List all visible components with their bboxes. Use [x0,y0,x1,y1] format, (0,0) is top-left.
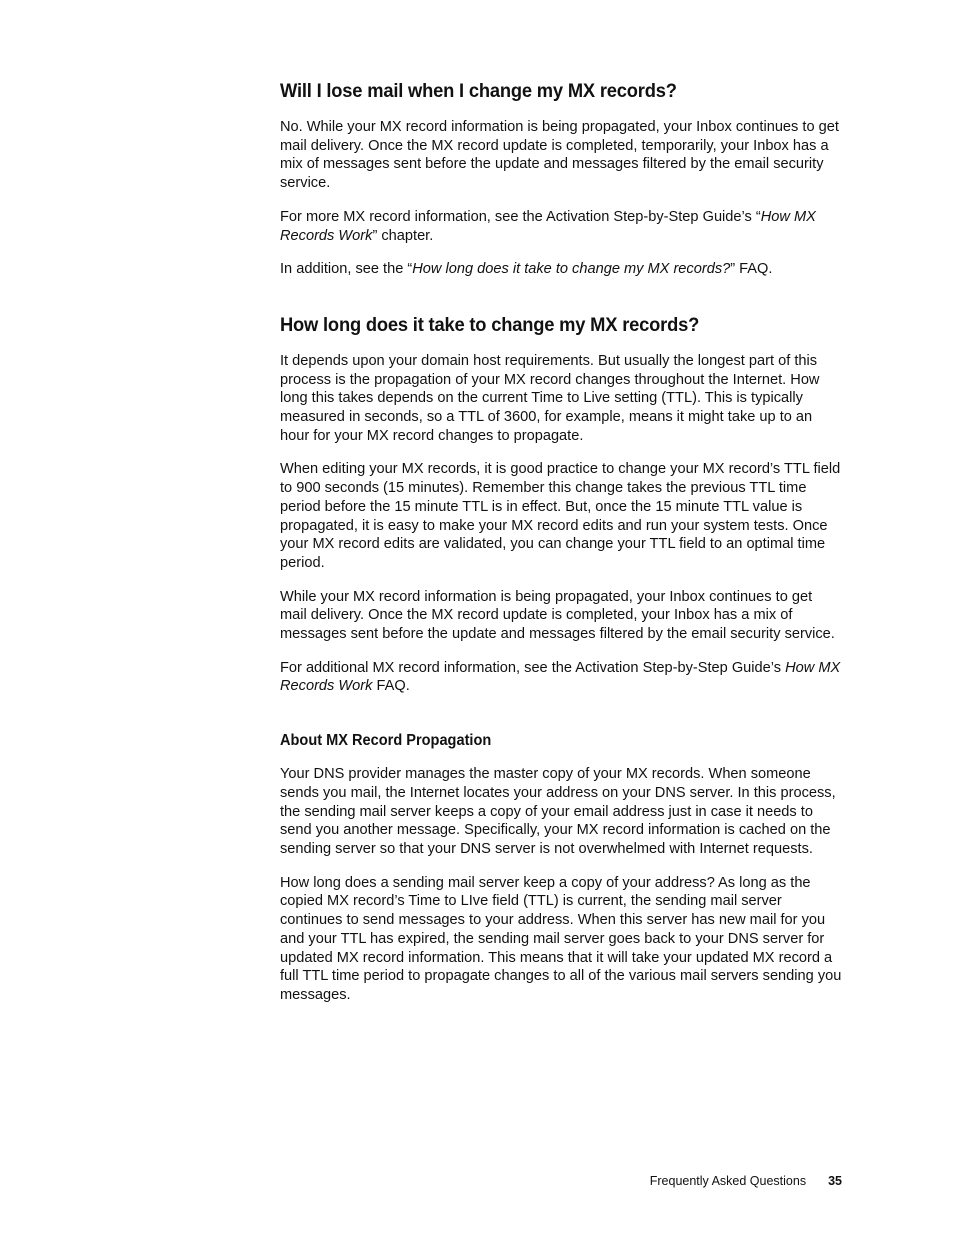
guide-reference: How MX Records Work [280,659,841,695]
mx-propagation-section [280,730,842,1004]
faq-change-duration-section [280,312,842,696]
paragraph: In addition, see the “How long does it take to change my MX records?” FAQ. [280,261,773,278]
faq-lose-mail-section [280,78,842,279]
page-number: 35 [828,1174,842,1188]
paragraph: When editing your MX records, it is good practice to change your MX record’s TTL field to 900 seconds (15 minutes). Remember this change takes the previous TTL time period before the 15 minute TTL is in effect. But, once the 15 minute TTL value is propagated, it is easy to make your MX record edits and run your system tests. Once your MX record edits are validated, you can change your TTL field to an optimal time period. [280,461,841,571]
paragraph: For more MX record information, see the Activation Step-by-Step Guide’s “How MX Records Work” chapter. [280,208,816,244]
paragraph: For additional MX record information, see the Activation Step-by-Step Guide’s How MX Records Work FAQ. [280,659,841,695]
faq-reference: How long does it take to change my MX records? [412,261,731,278]
page-footer [600,1172,842,1190]
guide-reference: How MX Records Work [280,208,816,244]
section-heading: How long does it take to change my MX records? [280,313,700,336]
paragraph: It depends upon your domain host requirements. But usually the longest part of this process is the propagation of your MX record changes throughout the Internet. How long this takes depends on the current Time to Live setting (TTL). This is typically measured in seconds, so a TTL of 3600, for example, means it might take up to an hour for your MX record changes to propagate. [280,352,820,444]
section-heading: Will I lose mail when I change my MX records? [280,80,677,102]
paragraph: Your DNS provider manages the master copy of your MX records. When someone sends you mail, the Internet locates your address on your DNS server. In this process, the sending mail server keeps a copy of your email address just in case it needs to send you another message. Specifically, your MX record information is cached on the sending server so that your DNS server is not overwhelmed with Internet requests. [280,766,836,857]
subsection-heading: About MX Record Propagation [280,732,492,750]
page-content [280,78,842,1020]
paragraph: While your MX record information is being propagated, your Inbox continues to get mail delivery. Once the MX record update is completed, your Inbox has a mix of messages sent before the update and messages filtered by the email security service. [280,588,835,643]
paragraph: How long does a sending mail server keep a copy of your address? As long as the copied MX record’s Time to LIve field (TTL) is current, the sending mail server continues to send messages to your address. When this server has new mail for you and your TTL has expired, the sending mail server goes back to your DNS server for updated MX record information. This means that it will take your updated MX record a full TTL time period to propagate changes to all of the various mail servers sending you messages. [280,874,842,1003]
paragraph: No. While your MX record information is being propagated, your Inbox continues to get mail delivery. Once the MX record update is completed, temporarily, your Inbox has a mix of messages sent before the update and messages filtered by the email security service. [280,119,839,192]
footer-chapter: Frequently Asked Questions [649,1174,807,1188]
